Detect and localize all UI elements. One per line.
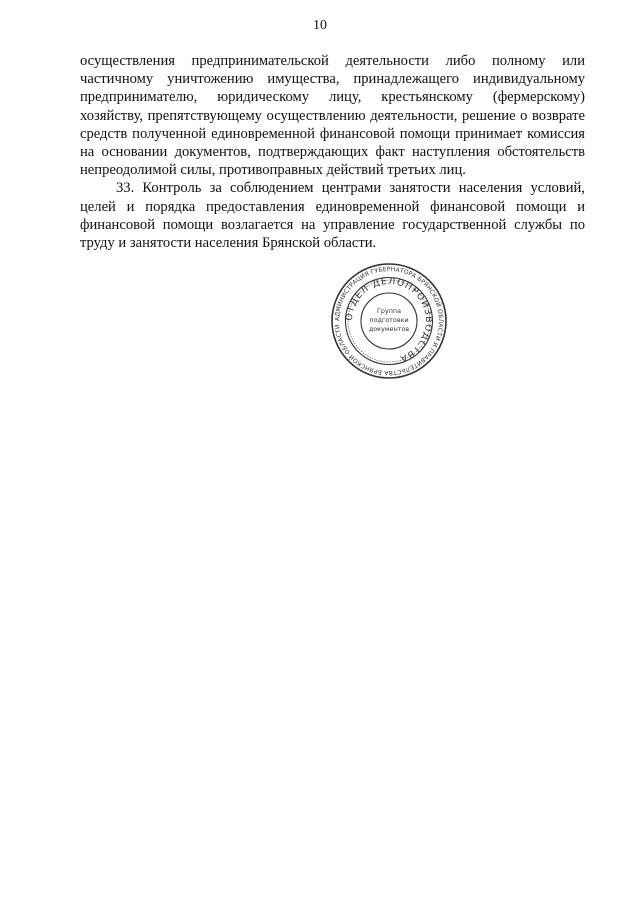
paragraph-continuation: осуществления предпринимательской деятельности либо полному или частичному уничтожению имущества, принадлежащего индивидуальному предпринимателю, юридическому лицу, крестьянскому (фермерскому) хозяйству, препятствующему осуществлению деятельности, решение о возврате средств полученной единовременной финансовой помощи принимает комиссия на основании документов, подтверждающих факт наступления обстоятельств непреодолимой силы, противоправных действий третьих лиц.	[80, 53, 585, 179]
seal-middle-text: ОТДЕЛ ДЕЛОПРОИЗВОДСТВА	[344, 276, 434, 364]
seal-center-line-3: документов	[368, 325, 410, 333]
official-seal-stamp	[330, 262, 448, 380]
seal-center-line-1: Группа	[376, 307, 402, 315]
seal-outer-text: АДМИНИСТРАЦИЯ ГУБЕРНАТОРА БРЯНСКОЙ ОБЛАСТИ И ПРАВИТЕЛЬСТВА БРЯНСКОЙ ОБЛАСТИ	[333, 265, 445, 377]
seal-graphic	[330, 262, 448, 380]
document-body	[80, 52, 585, 252]
page-number: 10	[313, 18, 327, 33]
seal-center-line-2: подготовки	[369, 316, 409, 324]
paragraph-item-33: 33. Контроль за соблюдением центрами занятости населения условий, целей и порядка предоставления единовременной финансовой помощи и финансовой помощи возлагается на управление государственной службы по труду и занятости населения Брянской области.	[80, 180, 585, 252]
